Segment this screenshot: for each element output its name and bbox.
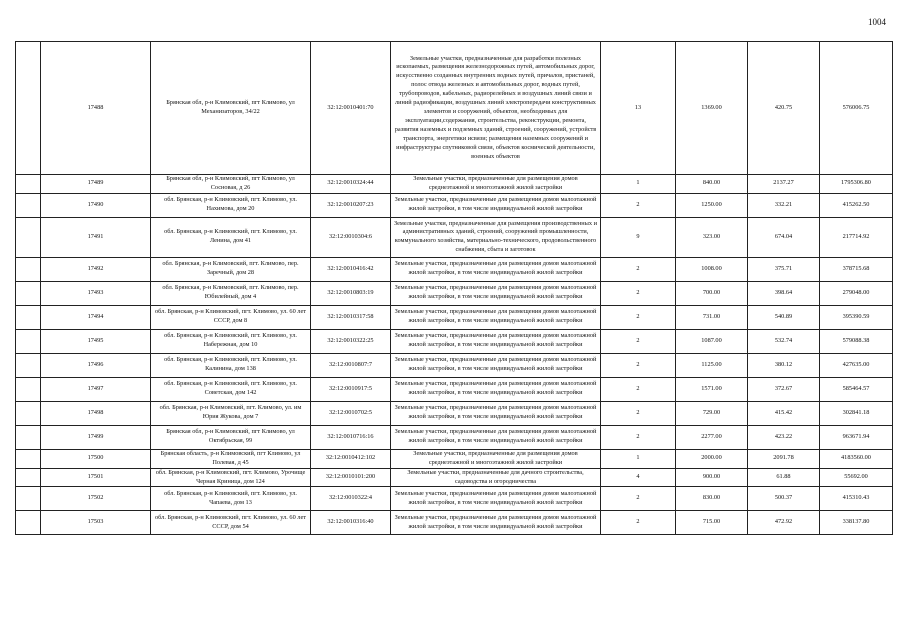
group-number: 13	[601, 42, 676, 175]
row-number: 17499	[41, 425, 151, 449]
area-value: 1087.00	[676, 329, 748, 353]
group-number: 9	[601, 217, 676, 257]
group-number: 2	[601, 257, 676, 281]
land-use-cell: Земельные участки, предназначенные для размещения домов малоэтажной жилой застройки, в том числе индивидуальной жилой застройки	[391, 281, 601, 305]
blank-cell	[16, 468, 41, 487]
address-cell: обл. Брянская, р-н Климовский, пгт. Климово, Урочище Черная Криница, дом 124	[151, 468, 311, 487]
row-number: 17488	[41, 42, 151, 175]
specific-value: 415.42	[748, 401, 820, 425]
group-number: 2	[601, 401, 676, 425]
address-cell: обл. Брянская, р-н Климовский, пгт. Климово, ул. Набережная, дом 10	[151, 329, 311, 353]
blank-cell	[16, 401, 41, 425]
cadastral-number: 32:12:0010803:19	[311, 281, 391, 305]
cadastral-number: 32:12:0010324:44	[311, 175, 391, 194]
blank-cell	[16, 281, 41, 305]
group-number: 2	[601, 305, 676, 329]
land-use-cell: Земельные участки, предназначенные для размещения домов малоэтажной жилой застройки, в том числе индивидуальной жилой застройки	[391, 487, 601, 511]
land-use-cell: Земельные участки, предназначенные для размещения домов малоэтажной жилой застройки, в том числе индивидуальной жилой застройки	[391, 305, 601, 329]
specific-value: 423.22	[748, 425, 820, 449]
address-cell: обл. Брянская, р-н Климовский, пгт. Климово, ул. Ленина, дом 41	[151, 217, 311, 257]
land-use-cell: Земельные участки, предназначенные для дачного строительства, садоводства и огородничества	[391, 468, 601, 487]
group-number: 2	[601, 377, 676, 401]
cadastral-number: 32:12:0010207:23	[311, 193, 391, 217]
cadastral-number: 32:12:0010412:102	[311, 449, 391, 468]
cadastral-number: 32:12:0010101:200	[311, 468, 391, 487]
group-number: 2	[601, 329, 676, 353]
specific-value: 372.67	[748, 377, 820, 401]
row-number: 17503	[41, 511, 151, 535]
cadastral-number: 32:12:0010917:5	[311, 377, 391, 401]
group-number: 2	[601, 487, 676, 511]
cadastral-value: 579088.38	[820, 329, 893, 353]
group-number: 2	[601, 193, 676, 217]
table-row	[16, 42, 893, 175]
land-use-cell: Земельные участки, предназначенные для размещения домов малоэтажной жилой застройки, в том числе индивидуальной жилой застройки	[391, 353, 601, 377]
cadastral-value: 1795306.80	[820, 175, 893, 194]
cadastral-value: 338137.80	[820, 511, 893, 535]
group-number: 1	[601, 175, 676, 194]
row-number: 17489	[41, 175, 151, 194]
cadastral-number: 32:12:0010322:25	[311, 329, 391, 353]
area-value: 830.00	[676, 487, 748, 511]
area-value: 323.00	[676, 217, 748, 257]
row-number: 17496	[41, 353, 151, 377]
address-cell: обл. Брянская, р-н Климовский, пгт. Климово, ул. им Юрия Жукова, дом 7	[151, 401, 311, 425]
area-value: 1125.00	[676, 353, 748, 377]
group-number: 2	[601, 353, 676, 377]
area-value: 1571.00	[676, 377, 748, 401]
blank-cell	[16, 175, 41, 194]
specific-value: 500.37	[748, 487, 820, 511]
cadastral-number: 32:12:0010322:4	[311, 487, 391, 511]
specific-value: 674.04	[748, 217, 820, 257]
group-number: 4	[601, 468, 676, 487]
cadastral-number: 32:12:0010702:5	[311, 401, 391, 425]
row-number: 17493	[41, 281, 151, 305]
row-number: 17500	[41, 449, 151, 468]
blank-cell	[16, 449, 41, 468]
area-value: 900.00	[676, 468, 748, 487]
land-use-cell: Земельные участки, предназначенные для размещения домов среднеэтажной и многоэтажной жилой застройки	[391, 449, 601, 468]
cadastral-value: 395390.59	[820, 305, 893, 329]
blank-cell	[16, 257, 41, 281]
address-cell: обл. Брянская, р-н Климовский, пгт. Климово, пер. Юбилейный, дом 4	[151, 281, 311, 305]
address-cell: обл. Брянская, р-н Климовский, пгт. Климово, ул. Калинина, дом 138	[151, 353, 311, 377]
land-use-cell: Земельные участки, предназначенные для размещения домов среднеэтажной и многоэтажной жилой застройки	[391, 175, 601, 194]
area-value: 700.00	[676, 281, 748, 305]
blank-cell	[16, 377, 41, 401]
area-value: 715.00	[676, 511, 748, 535]
table-row	[16, 329, 893, 353]
table-row	[16, 511, 893, 535]
address-cell: Брянская обл, р-н Климовский, пгт Климово, ул Механизаторов, 34/22	[151, 42, 311, 175]
table-row	[16, 449, 893, 468]
table-row	[16, 217, 893, 257]
area-value: 840.00	[676, 175, 748, 194]
cadastral-value-table	[15, 41, 893, 535]
address-cell: обл. Брянская, р-н Климовский, пгт. Климово, ул. 60 лет СССР, дом 8	[151, 305, 311, 329]
cadastral-number: 32:12:0010416:42	[311, 257, 391, 281]
row-number: 17494	[41, 305, 151, 329]
row-number: 17502	[41, 487, 151, 511]
table-row	[16, 305, 893, 329]
land-use-cell: Земельные участки, предназначенные для размещения домов малоэтажной жилой застройки, в том числе индивидуальной жилой застройки	[391, 257, 601, 281]
address-cell: Брянская обл, р-н Климовский, пгт Климово, ул Сосновая, д 26	[151, 175, 311, 194]
land-use-cell: Земельные участки, предназначенные для разработки полезных ископаемых, размещения железнодорожных путей, автомобильных дорог, искусственно созданных внутренних водных путей, причалов, пристаней, полос отвода железных и автомобильных дорог, водных путей, трубопроводов, кабельных, радиорелейных и воздушных линий связи и линий радиофикации, воздушных линий электропередачи конструктивных элементов и сооружений, объектов, необходимых для эксплуатации,содержания, строительства, реконструкции, ремонта, развития наземных и подземных зданий, строений, сооружений, устройств транспорта, энергетики исвязи; размещения наземных сооружений и инфраструктуры спутниковой связи, объектов космической деятельности, военных объектов	[391, 42, 601, 175]
table-row	[16, 193, 893, 217]
area-value: 2277.00	[676, 425, 748, 449]
cadastral-value: 378715.68	[820, 257, 893, 281]
cadastral-value: 217714.92	[820, 217, 893, 257]
cadastral-value: 576006.75	[820, 42, 893, 175]
row-number: 17495	[41, 329, 151, 353]
land-use-cell: Земельные участки, предназначенные для размещения домов малоэтажной жилой застройки, в том числе индивидуальной жилой застройки	[391, 193, 601, 217]
address-cell: обл. Брянская, р-н Климовский, пгт. Климово, ул. 60 лет СССР, дом 54	[151, 511, 311, 535]
blank-cell	[16, 217, 41, 257]
row-number: 17497	[41, 377, 151, 401]
land-use-cell: Земельные участки, предназначенные для размещения домов малоэтажной жилой застройки, в том числе индивидуальной жилой застройки	[391, 425, 601, 449]
cadastral-value: 415310.43	[820, 487, 893, 511]
page-number: 1004	[868, 17, 886, 27]
cadastral-value: 963671.94	[820, 425, 893, 449]
table-row	[16, 353, 893, 377]
address-cell: обл. Брянская, р-н Климовский, пгт. Климово, ул. Нахимова, дом 20	[151, 193, 311, 217]
land-use-cell: Земельные участки, предназначенные для размещения производственных и административных зданий, строений, сооружений промышленности, коммунального хозяйства, материально-технического, продовольственного снабжения, сбыта и заготовок	[391, 217, 601, 257]
cadastral-value: 55692.00	[820, 468, 893, 487]
blank-cell	[16, 487, 41, 511]
land-use-cell: Земельные участки, предназначенные для размещения домов малоэтажной жилой застройки, в том числе индивидуальной жилой застройки	[391, 377, 601, 401]
table-row	[16, 281, 893, 305]
cadastral-value: 302841.18	[820, 401, 893, 425]
group-number: 2	[601, 511, 676, 535]
specific-value: 332.21	[748, 193, 820, 217]
table-row	[16, 175, 893, 194]
row-number: 17490	[41, 193, 151, 217]
specific-value: 380.12	[748, 353, 820, 377]
specific-value: 532.74	[748, 329, 820, 353]
table-row	[16, 401, 893, 425]
blank-cell	[16, 511, 41, 535]
specific-value: 472.92	[748, 511, 820, 535]
area-value: 1369.00	[676, 42, 748, 175]
specific-value: 420.75	[748, 42, 820, 175]
specific-value: 2091.78	[748, 449, 820, 468]
cadastral-value: 279048.00	[820, 281, 893, 305]
address-cell: Брянская область, р-н Климовский, пгт Климово, ул Полевая, д 45	[151, 449, 311, 468]
row-number: 17491	[41, 217, 151, 257]
specific-value: 375.71	[748, 257, 820, 281]
area-value: 1008.00	[676, 257, 748, 281]
table-row	[16, 487, 893, 511]
group-number: 1	[601, 449, 676, 468]
cadastral-value: 4183560.00	[820, 449, 893, 468]
cadastral-number: 32:12:0010401:70	[311, 42, 391, 175]
blank-cell	[16, 353, 41, 377]
land-use-cell: Земельные участки, предназначенные для размещения домов малоэтажной жилой застройки, в том числе индивидуальной жилой застройки	[391, 511, 601, 535]
group-number: 2	[601, 425, 676, 449]
address-cell: обл. Брянская, р-н Климовский, пгт. Климово, ул. Советская, дом 142	[151, 377, 311, 401]
row-number: 17498	[41, 401, 151, 425]
cadastral-value: 415262.50	[820, 193, 893, 217]
area-value: 731.00	[676, 305, 748, 329]
cadastral-value: 585464.57	[820, 377, 893, 401]
area-value: 729.00	[676, 401, 748, 425]
table-row	[16, 377, 893, 401]
cadastral-number: 32:12:0010316:40	[311, 511, 391, 535]
land-use-cell: Земельные участки, предназначенные для размещения домов малоэтажной жилой застройки, в том числе индивидуальной жилой застройки	[391, 329, 601, 353]
land-use-cell: Земельные участки, предназначенные для размещения домов малоэтажной жилой застройки, в том числе индивидуальной жилой застройки	[391, 401, 601, 425]
row-number: 17501	[41, 468, 151, 487]
cadastral-number: 32:12:0010807:7	[311, 353, 391, 377]
area-value: 2000.00	[676, 449, 748, 468]
cadastral-number: 32:12:0010716:16	[311, 425, 391, 449]
table-row	[16, 468, 893, 487]
address-cell: обл. Брянская, р-н Климовский, пгт. Климово, пер. Заречный, дом 28	[151, 257, 311, 281]
blank-cell	[16, 425, 41, 449]
address-cell: Брянская обл, р-н Климовский, пгт Климово, ул Октябрьская, 99	[151, 425, 311, 449]
specific-value: 2137.27	[748, 175, 820, 194]
group-number: 2	[601, 281, 676, 305]
table-row	[16, 257, 893, 281]
cadastral-number: 32:12:0010304:6	[311, 217, 391, 257]
specific-value: 398.64	[748, 281, 820, 305]
area-value: 1250.00	[676, 193, 748, 217]
row-number: 17492	[41, 257, 151, 281]
blank-cell	[16, 305, 41, 329]
address-cell: обл. Брянская, р-н Климовский, пгт. Климово, ул. Чапаева, дом 13	[151, 487, 311, 511]
specific-value: 61.88	[748, 468, 820, 487]
blank-cell	[16, 193, 41, 217]
table-row	[16, 425, 893, 449]
cadastral-number: 32:12:0010317:58	[311, 305, 391, 329]
specific-value: 540.89	[748, 305, 820, 329]
blank-cell	[16, 329, 41, 353]
cadastral-value: 427635.00	[820, 353, 893, 377]
blank-cell	[16, 42, 41, 175]
